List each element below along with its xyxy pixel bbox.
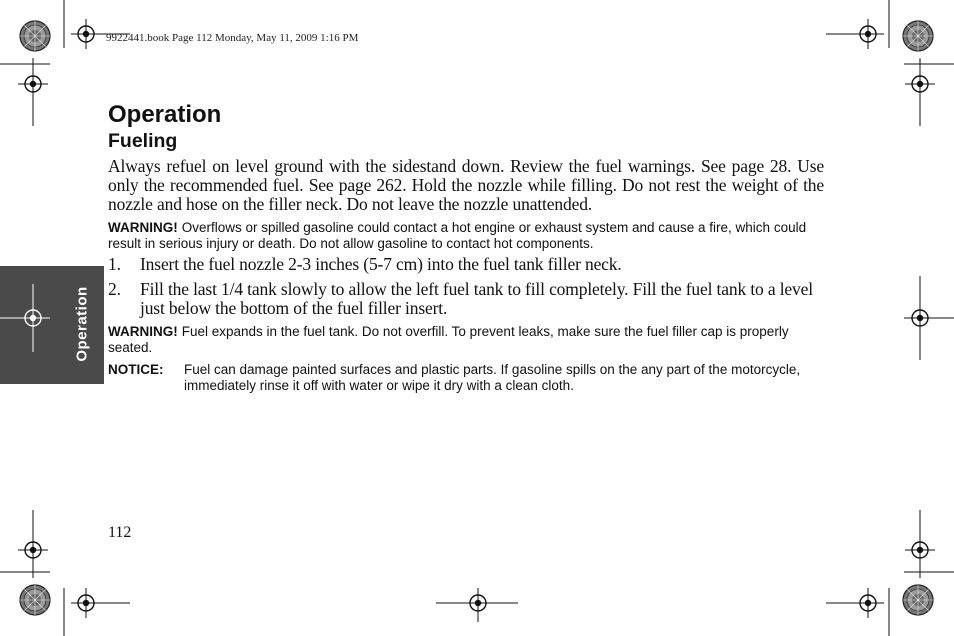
- registration-mark-top-right: [853, 19, 883, 49]
- notice-label: NOTICE:: [108, 362, 164, 377]
- print-slug: 9922441.book Page 112 Monday, May 11, 2009 1:16 PM: [106, 32, 359, 44]
- warning-block: [108, 220, 824, 252]
- step-number: 2.: [108, 279, 121, 299]
- registration-mark-top-left: [71, 19, 101, 49]
- registration-mark-bottom-left: [71, 588, 101, 618]
- warning-text: Overflows or spilled gasoline could contact a hot engine or exhaust system and cause a fire, which could result in serious injury or death. Do not allow gasoline to contact hot components.: [108, 220, 807, 251]
- page-content: [108, 100, 824, 394]
- step-text: Fill the last 1/4 tank slowly to allow the left fuel tank to fill completely. Fill the fuel tank to a level just below the bottom of the fuel filler insert.: [140, 279, 813, 318]
- side-tab-label: Operation: [73, 286, 91, 362]
- registration-mark-left-lower: [18, 535, 48, 565]
- steps-list: [108, 255, 824, 318]
- registration-mark-left-upper: [18, 69, 48, 99]
- starburst-bottom-left: [20, 585, 50, 615]
- registration-mark-right-lower: [905, 535, 935, 565]
- notice-block: [108, 362, 824, 394]
- registration-mark-bottom-center: [463, 588, 493, 618]
- section-subtitle: Fueling: [108, 130, 178, 152]
- warning-block: [108, 324, 824, 356]
- starburst-bottom-right: [903, 585, 933, 615]
- step-number: 1.: [108, 254, 121, 274]
- intro-paragraph: Always refuel on level ground with the sidestand down. Review the fuel warnings. See page 28. Use only the recommended fuel. See page 262. Hold the nozzle while filling. Do not rest the weight of the nozzle and hose on the filler neck. Do not leave the nozzle unattended.: [108, 156, 824, 214]
- registration-mark-right-middle: [905, 303, 935, 333]
- starburst-top-left: [20, 21, 50, 51]
- section-title: Operation: [108, 101, 222, 128]
- page-number: 112: [108, 524, 132, 541]
- warning-label: WARNING!: [108, 324, 178, 339]
- registration-mark-right-upper: [905, 69, 935, 99]
- warning-text: Fuel expands in the fuel tank. Do not overfill. To prevent leaks, make sure the fuel filler cap is properly seated.: [108, 324, 789, 355]
- warning-label: WARNING!: [108, 220, 178, 235]
- list-item: [108, 280, 824, 318]
- notice-text: Fuel can damage painted surfaces and plastic parts. If gasoline spills on the any part of the motorcycle, immediately rinse it off with water or wipe it dry with a clean cloth.: [184, 362, 801, 393]
- step-text: Insert the fuel nozzle 2-3 inches (5-7 cm) into the fuel tank filler neck.: [140, 254, 622, 274]
- starburst-top-right: [903, 21, 933, 51]
- list-item: [108, 255, 824, 274]
- registration-mark-bottom-right: [853, 588, 883, 618]
